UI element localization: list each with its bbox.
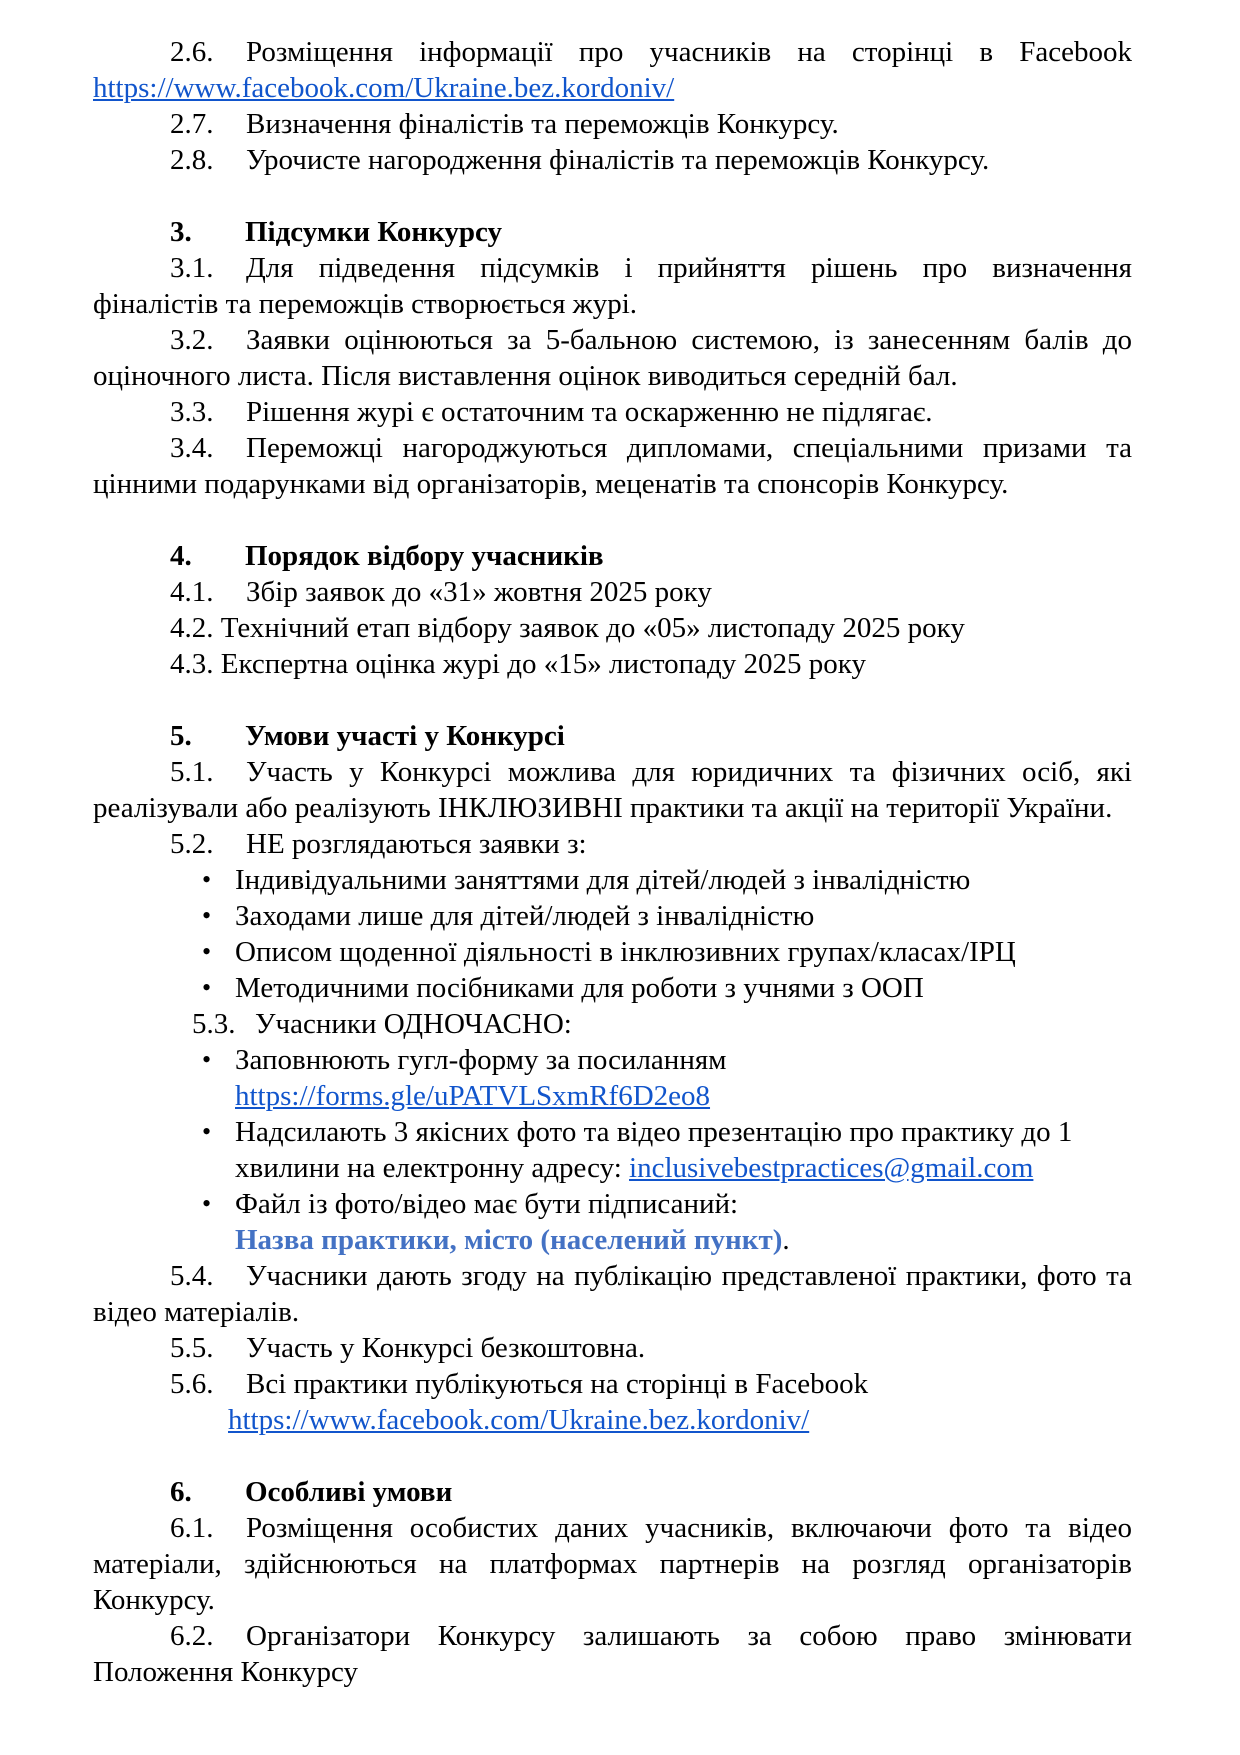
clause-3-3: [93, 394, 1132, 430]
list-item-text: Надсилають 3 якісних фото та відео презентацію про практику до 1 хвилини на електронну адресу:: [235, 1116, 1073, 1184]
list-item: [93, 1042, 1132, 1114]
email-link[interactable]: inclusivebestpractices@gmail.com: [629, 1152, 1034, 1184]
section-title: Особливі умови: [245, 1476, 453, 1508]
section-heading-5: [93, 718, 1132, 754]
clause-number: 3.3.: [170, 396, 214, 428]
section-title: Підсумки Конкурсу: [245, 216, 503, 248]
clause-number: 5.6.: [170, 1368, 214, 1400]
clause-2-7: [93, 106, 1132, 142]
clause-text: Участь у Конкурсі можлива для юридичних та фізичних осіб, які реалізували або реалізують ІНКЛЮЗИВНІ практики та акції на території України.: [93, 756, 1132, 824]
clause-5-6: [93, 1366, 1132, 1402]
bullet-icon: •: [202, 865, 212, 894]
clause-text: Розміщення інформації про учасників на сторінці в Facebook: [246, 36, 1132, 68]
clause-5-1: [93, 754, 1132, 826]
clause-number: 2.8.: [170, 144, 214, 176]
clause-number: 3.4.: [170, 432, 214, 464]
clause-3-2: [93, 322, 1132, 394]
clause-number: 2.7.: [170, 108, 214, 140]
clause-text: Розміщення особистих даних учасників, включаючи фото та відео матеріали, здійснюються на платформах партнерів на розгляд організаторів Конкурсу.: [93, 1512, 1132, 1616]
clause-number: 4.3.: [170, 648, 214, 680]
clause-4-2: [93, 610, 1132, 646]
clause-text: Всі практики публікуються на сторінці в Facebook: [246, 1368, 869, 1400]
clause-4-3: [93, 646, 1132, 682]
clause-text: Учасники ОДНОЧАСНО:: [255, 1008, 572, 1040]
list-item-text: Методичними посібниками для роботи з учнями з ООП: [235, 972, 924, 1004]
clause-number: 3.1.: [170, 252, 214, 284]
clause-5-5: [93, 1330, 1132, 1366]
list-item-text: Заходами лише для дітей/людей з інвалідністю: [235, 900, 815, 932]
clause-text: Рішення журі є остаточним та оскарженню не підлягає.: [246, 396, 933, 428]
clause-2-8: [93, 142, 1132, 178]
list-item: [93, 862, 1132, 898]
file-naming-format: Назва практики, місто (населений пункт): [235, 1224, 783, 1256]
clause-6-1: [93, 1510, 1132, 1618]
clause-text: Урочисте нагородження фіналістів та переможців Конкурсу.: [246, 144, 990, 176]
list-item: [93, 934, 1132, 970]
google-form-link[interactable]: https://forms.gle/uPATVLSxmRf6D2eo8: [235, 1080, 711, 1112]
section-heading-3: [93, 214, 1132, 250]
clause-number: 3.2.: [170, 324, 214, 356]
excluded-applications-list: [93, 862, 1132, 1006]
section-title: Порядок відбору учасників: [245, 540, 604, 572]
section-number: 6.: [170, 1476, 192, 1508]
facebook-page-link[interactable]: https://www.facebook.com/Ukraine.bez.kordoniv/: [93, 72, 675, 104]
bullet-icon: •: [202, 937, 212, 966]
facebook-page-link[interactable]: https://www.facebook.com/Ukraine.bez.kordoniv/: [228, 1404, 810, 1436]
clause-5-3: [93, 1006, 1132, 1042]
clause-number: 5.1.: [170, 756, 214, 788]
clause-number: 4.2.: [170, 612, 214, 644]
bullet-icon: •: [202, 1189, 212, 1218]
bullet-icon: •: [202, 1045, 212, 1074]
list-item-text: Файл із фото/відео має бути підписаний:: [235, 1188, 739, 1220]
clause-text: Переможці нагороджуються дипломами, спеціальними призами та цінними подарунками від організаторів, меценатів та спонсорів Конкурсу.: [93, 432, 1132, 500]
section-title: Умови участі у Конкурсі: [245, 720, 565, 752]
list-item: [93, 1114, 1132, 1186]
clause-number: 5.2.: [170, 828, 214, 860]
list-item: [93, 898, 1132, 934]
clause-text: НЕ розглядаються заявки з:: [246, 828, 587, 860]
section-heading-6: [93, 1474, 1132, 1510]
clause-number: 5.4.: [170, 1260, 214, 1292]
section-heading-4: [93, 538, 1132, 574]
clause-number: 5.3.: [192, 1008, 236, 1040]
period: .: [782, 1224, 790, 1256]
list-item-text: Заповнюють гугл-форму за посиланням: [235, 1044, 727, 1076]
section-number: 4.: [170, 540, 192, 572]
clause-text: Експертна оцінка журі до «15» листопаду 2025 року: [220, 648, 866, 680]
clause-4-1: [93, 574, 1132, 610]
clause-text: Заявки оцінюються за 5-бальною системою, із занесенням балів до оціночного листа. Після виставлення оцінок виводиться середній бал.: [93, 324, 1132, 392]
clause-number: 4.1.: [170, 576, 214, 608]
bullet-icon: •: [202, 901, 212, 930]
bullet-icon: •: [202, 1117, 212, 1146]
list-item-text: Індивідуальними заняттями для дітей/людей з інвалідністю: [235, 864, 971, 896]
clause-text: Участь у Конкурсі безкоштовна.: [246, 1332, 646, 1364]
clause-text: Організатори Конкурсу залишають за собою право змінювати Положення Конкурсу: [93, 1620, 1132, 1688]
section-number: 5.: [170, 720, 192, 752]
clause-text: Збір заявок до «31» жовтня 2025 року: [246, 576, 712, 608]
clause-6-2: [93, 1618, 1132, 1690]
bullet-icon: •: [202, 973, 212, 1002]
list-item: [93, 970, 1132, 1006]
clause-3-1: [93, 250, 1132, 322]
clause-2-6: [93, 34, 1132, 106]
clause-text: Учасники дають згоду на публікацію представленої практики, фото та відео матеріалів.: [93, 1260, 1132, 1328]
clause-text: Визначення фіналістів та переможців Конкурсу.: [246, 108, 839, 140]
list-item-text: Описом щоденної діяльності в інклюзивних групах/класах/ІРЦ: [235, 936, 1016, 968]
clause-5-4: [93, 1258, 1132, 1330]
participation-steps-list: [93, 1042, 1132, 1258]
clause-text: Для підведення підсумків і прийняття рішень про визначення фіналістів та переможців створюється журі.: [93, 252, 1132, 320]
section-number: 3.: [170, 216, 192, 248]
clause-number: 5.5.: [170, 1332, 214, 1364]
clause-number: 6.2.: [170, 1620, 214, 1652]
clause-number: 2.6.: [170, 36, 214, 68]
clause-5-6-link-line: [93, 1402, 1132, 1438]
clause-3-4: [93, 430, 1132, 502]
clause-number: 6.1.: [170, 1512, 214, 1544]
clause-5-2: [93, 826, 1132, 862]
clause-text: Технічний етап відбору заявок до «05» листопаду 2025 року: [220, 612, 965, 644]
list-item: [93, 1186, 1132, 1258]
